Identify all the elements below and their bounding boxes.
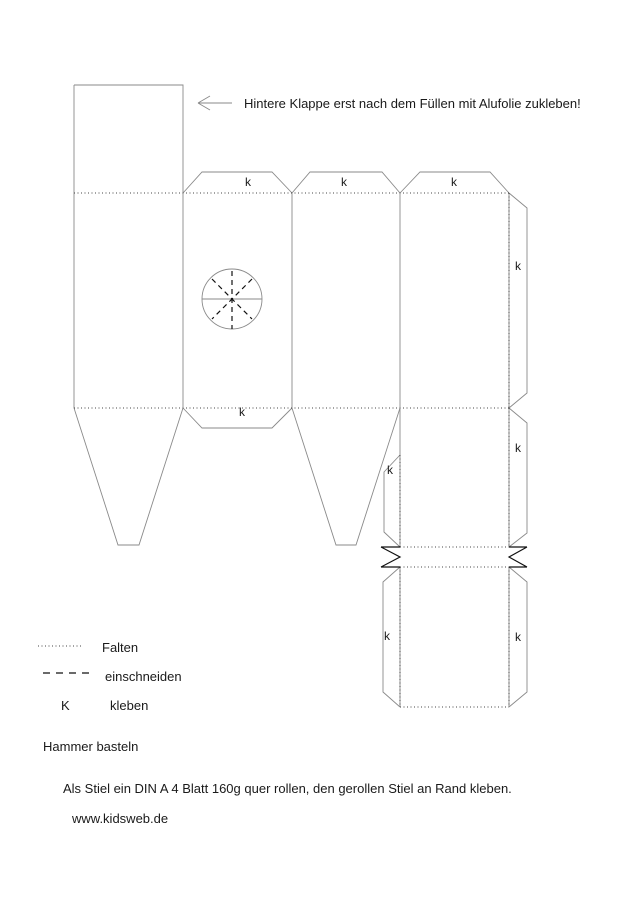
notch-left-icon — [381, 547, 400, 567]
glue-mark-bottom-mid: k — [239, 405, 245, 419]
bottom-flap-left-outline — [74, 408, 183, 545]
glue-mark-top-3: k — [451, 175, 457, 189]
instruction-text: Als Stiel ein DIN A 4 Blatt 160g quer rollen, den gerollen Stiel an Rand kleben. — [63, 781, 512, 796]
glue-mark-left-3: k — [384, 629, 390, 643]
box-outline — [74, 193, 509, 408]
top-tab-1-outline — [183, 172, 292, 193]
legend-fold-label: Falten — [102, 640, 139, 655]
glue-mark-right-3: k — [515, 630, 521, 644]
legend-glue-label: kleben — [110, 698, 149, 713]
arrow-icon — [198, 96, 232, 110]
website-text: www.kidsweb.de — [72, 811, 169, 826]
legend-cut-label: einschneiden — [105, 669, 182, 684]
right-tab-1-outline — [509, 193, 527, 408]
legend-glue-symbol: K — [61, 698, 70, 713]
lower-column-outline — [400, 408, 509, 707]
glue-mark-right-2: k — [515, 441, 521, 455]
glue-mark-top-1: k — [245, 175, 251, 189]
right-tab-2-outline — [509, 408, 527, 547]
glue-mark-top-2: k — [341, 175, 347, 189]
glue-mark-right-1: k — [515, 259, 521, 273]
bottom-flap-mid-outline — [183, 408, 292, 428]
back-flap-note: Hintere Klappe erst nach dem Füllen mit Alufolie zukleben! — [244, 96, 581, 111]
back-flap-outline — [74, 85, 183, 193]
page-title: Hammer basteln — [43, 739, 139, 754]
notch-right-icon — [509, 547, 527, 567]
glue-mark-left-2: k — [387, 463, 393, 477]
